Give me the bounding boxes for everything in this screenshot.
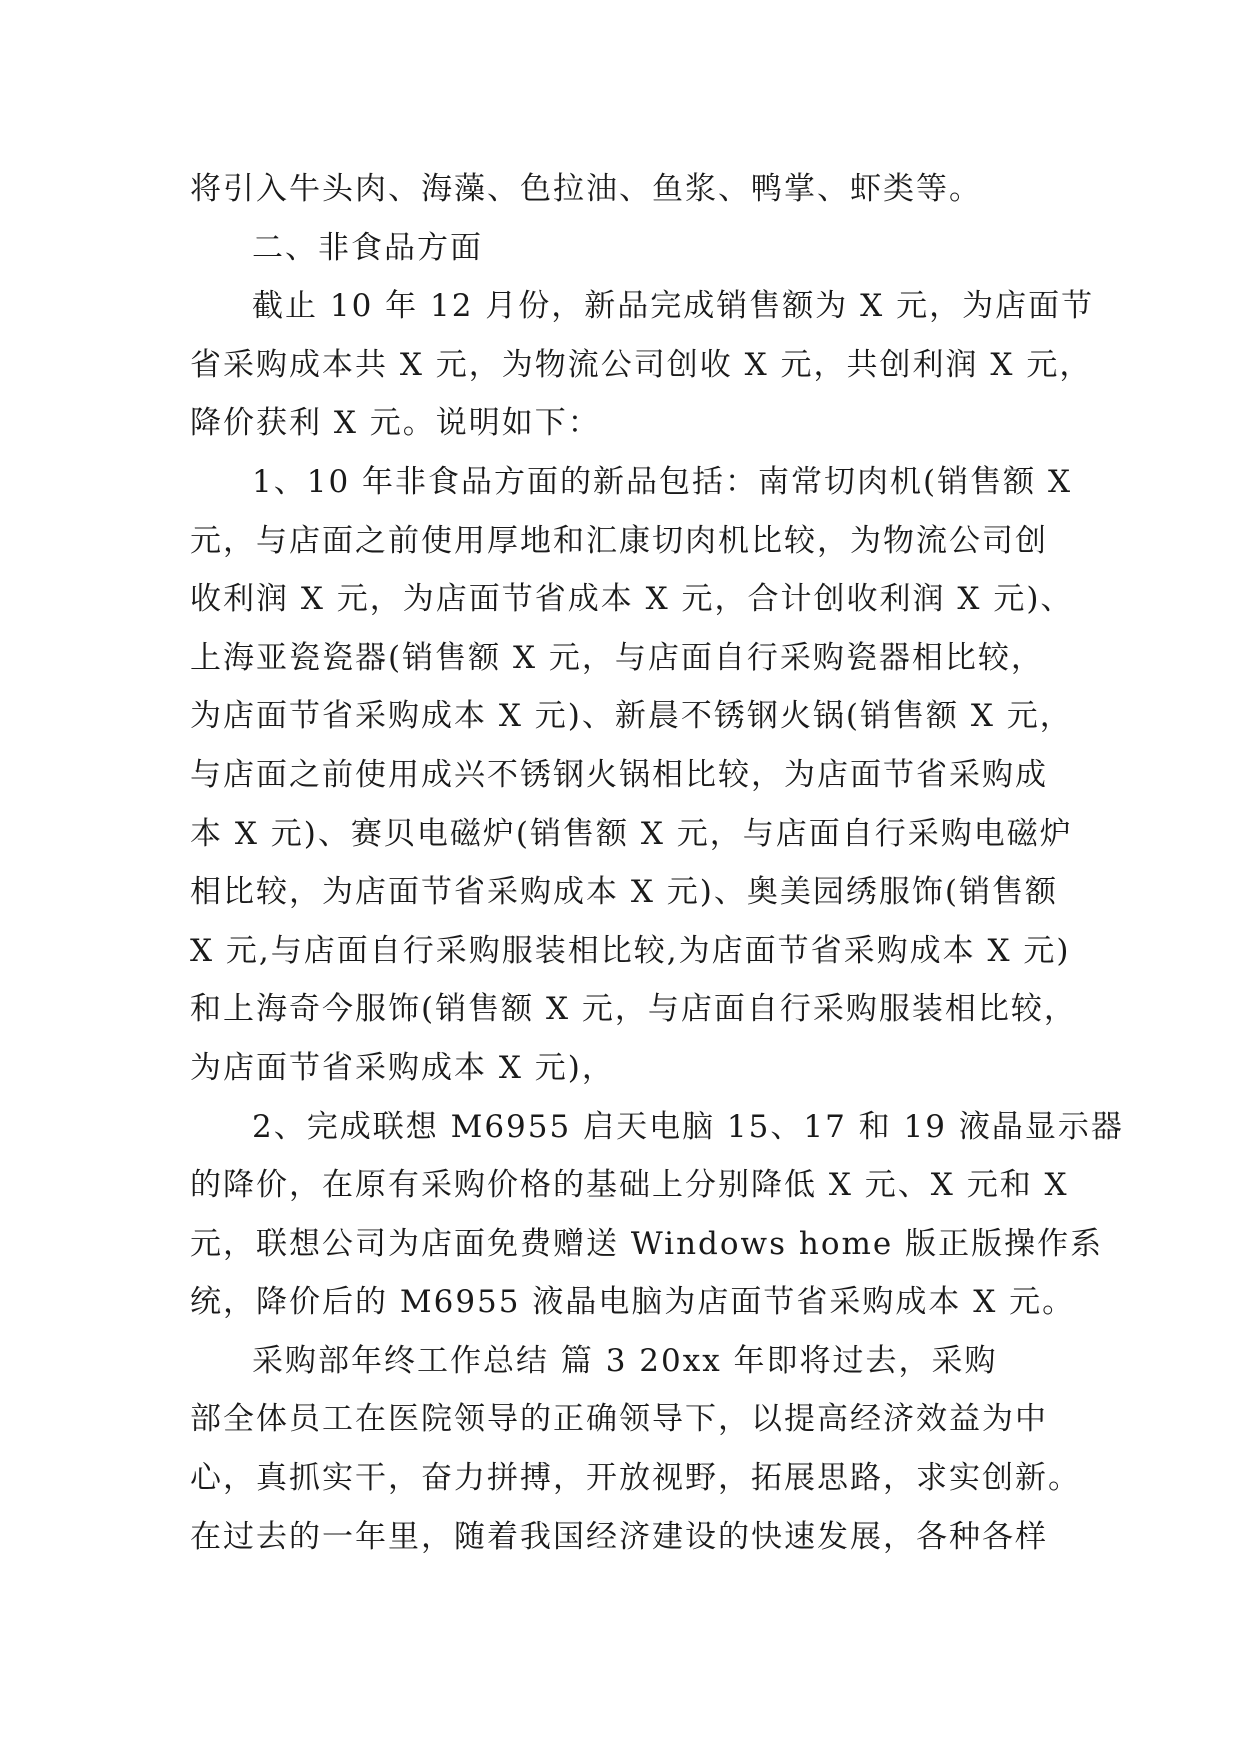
- text-line: X 元,与店面自行采购服装相比较,为店面节省采购成本 X 元): [190, 932, 1071, 969]
- text-line: 在过去的一年里，随着我国经济建设的快速发展，各种各样: [190, 1518, 1048, 1555]
- text-line: 降价获利 X 元。说明如下：: [190, 405, 601, 442]
- text-line: 部全体员工在医院领导的正确领导下，以提高经济效益为中: [190, 1401, 1048, 1438]
- text-line: 元，与店面之前使用厚地和汇康切肉机比较，为物流公司创: [190, 522, 1048, 559]
- text-line: 将引入牛头肉、海藻、色拉油、鱼浆、鸭掌、虾类等。: [190, 171, 982, 207]
- text-line: 2、完成联想 M6955 启天电脑 15、17 和 19 液晶显示器: [252, 1108, 1124, 1145]
- text-line: 本 X 元)、赛贝电磁炉(销售额 X 元，与店面自行采购电磁炉: [190, 815, 1073, 852]
- text-line: 为店面节省采购成本 X 元)、新晨不锈钢火锅(销售额 X 元，: [190, 698, 1073, 735]
- text-line: 省采购成本共 X 元，为物流公司创收 X 元，共创利润 X 元，: [190, 346, 1093, 383]
- text-line: 相比较，为店面节省采购成本 X 元)、奥美园绣服饰(销售额: [190, 874, 1058, 911]
- text-line: 为店面节省采购成本 X 元)，: [190, 1049, 615, 1086]
- text-line: 截止 10 年 12 月份，新品完成销售额为 X 元，为店面节: [252, 288, 1095, 325]
- text-line: 采购部年终工作总结 篇 3 20xx 年即将过去，采购: [252, 1342, 998, 1379]
- text-line: 1、10 年非食品方面的新品包括：南常切肉机(销售额 X: [252, 463, 1073, 500]
- text-line: 元，联想公司为店面免费赠送 Windows home 版正版操作系: [190, 1225, 1104, 1262]
- text-line: 的降价，在原有采购价格的基础上分别降低 X 元、X 元和 X: [190, 1167, 1069, 1204]
- text-line: 心，真抓实干，奋力拼搏，开放视野，拓展思路，求实创新。: [190, 1460, 1081, 1497]
- text-line: 收利润 X 元，为店面节省成本 X 元，合计创收利润 X 元)、: [190, 581, 1074, 618]
- text-line: 统，降价后的 M6955 液晶电脑为店面节省采购成本 X 元。: [190, 1284, 1076, 1321]
- text-line: 二、非食品方面: [252, 229, 483, 266]
- document-body: [190, 160, 1124, 1566]
- text-line: 与店面之前使用成兴不锈钢火锅相比较，为店面节省采购成: [190, 756, 1048, 793]
- text-line: 上海亚瓷瓷器(销售额 X 元，与店面自行采购瓷器相比较，: [190, 639, 1044, 676]
- text-line: 和上海奇今服饰(销售额 X 元，与店面自行采购服装相比较，: [190, 991, 1077, 1028]
